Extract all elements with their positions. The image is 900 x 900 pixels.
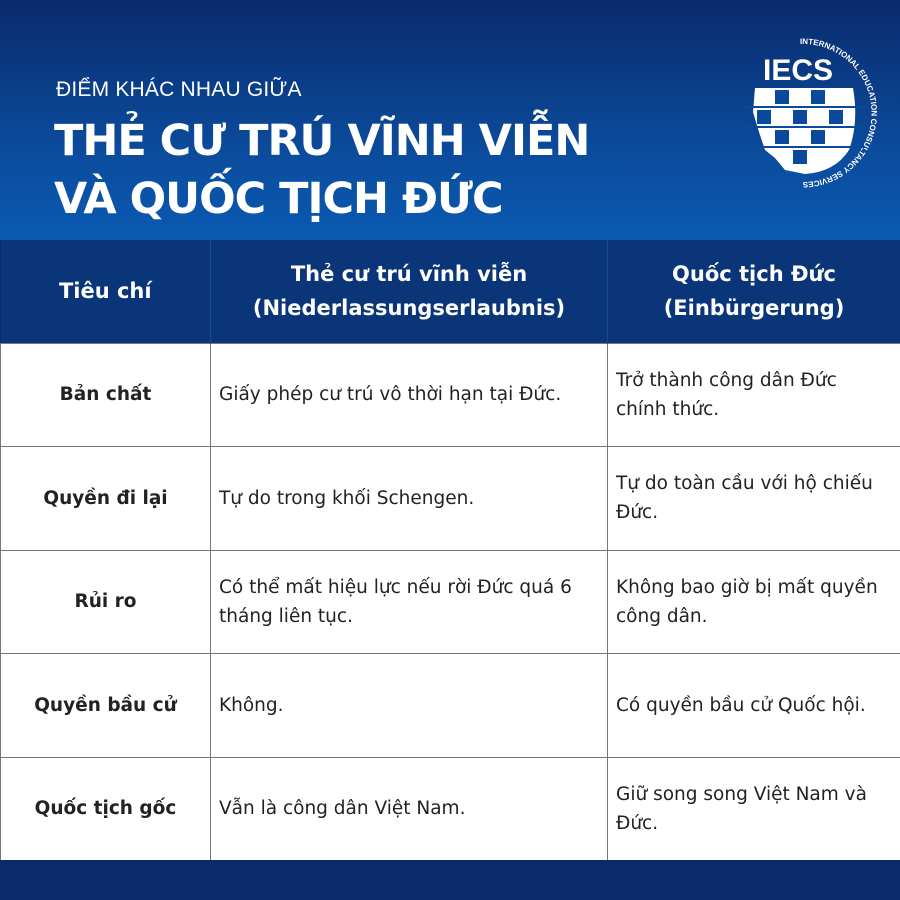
citizenship-cell: Tự do toàn cầu với hộ chiếu Đức. (608, 447, 900, 551)
residence-cell: Vẫn là công dân Việt Nam. (211, 757, 608, 861)
criteria-cell: Quyền đi lại (1, 447, 211, 551)
residence-cell: Có thể mất hiệu lực nếu rời Đức quá 6 tháng liên tục. (211, 550, 608, 654)
residence-cell: Tự do trong khối Schengen. (211, 447, 608, 551)
table-row (1, 343, 900, 447)
footer-bar (0, 860, 900, 900)
comparison-table (0, 240, 900, 861)
table-row (1, 447, 900, 551)
residence-cell: Giấy phép cư trú vô thời hạn tại Đức. (211, 343, 608, 447)
svg-text:IECS: IECS (763, 54, 834, 87)
header-banner (0, 0, 900, 240)
table-row (1, 654, 900, 758)
criteria-cell: Rủi ro (1, 550, 211, 654)
col-header-criteria: Tiêu chí (1, 240, 211, 343)
residence-cell: Không. (211, 654, 608, 758)
table-row (1, 757, 900, 861)
citizenship-cell: Không bao giờ bị mất quyền công dân. (608, 550, 900, 654)
title-line-1: THẺ CƯ TRÚ VĨNH VIỄN (54, 116, 590, 166)
table-header-row (1, 240, 900, 343)
page-title (54, 112, 589, 228)
table-row (1, 550, 900, 654)
criteria-cell: Bản chất (1, 343, 211, 447)
criteria-cell: Quyền bầu cử (1, 654, 211, 758)
title-line-2: VÀ QUỐC TỊCH ĐỨC (54, 174, 503, 224)
criteria-cell: Quốc tịch gốc (1, 757, 211, 861)
subtitle: ĐIỂM KHÁC NHAU GIỮA (56, 78, 302, 101)
iecs-logo (745, 32, 880, 197)
citizenship-cell: Trở thành công dân Đức chính thức. (608, 343, 900, 447)
col-header-permanent-residence: Thẻ cư trú vĩnh viễn (Niederlassungserlaubnis) (211, 240, 608, 343)
col-header-citizenship: Quốc tịch Đức (Einbürgerung) (608, 240, 900, 343)
citizenship-cell: Giữ song song Việt Nam và Đức. (608, 757, 900, 861)
citizenship-cell: Có quyền bầu cử Quốc hội. (608, 654, 900, 758)
svg-text:INTERNATIONAL EDUCATION CONSUL: INTERNATIONAL EDUCATION CONSULTANCY SERVICES (799, 36, 879, 190)
